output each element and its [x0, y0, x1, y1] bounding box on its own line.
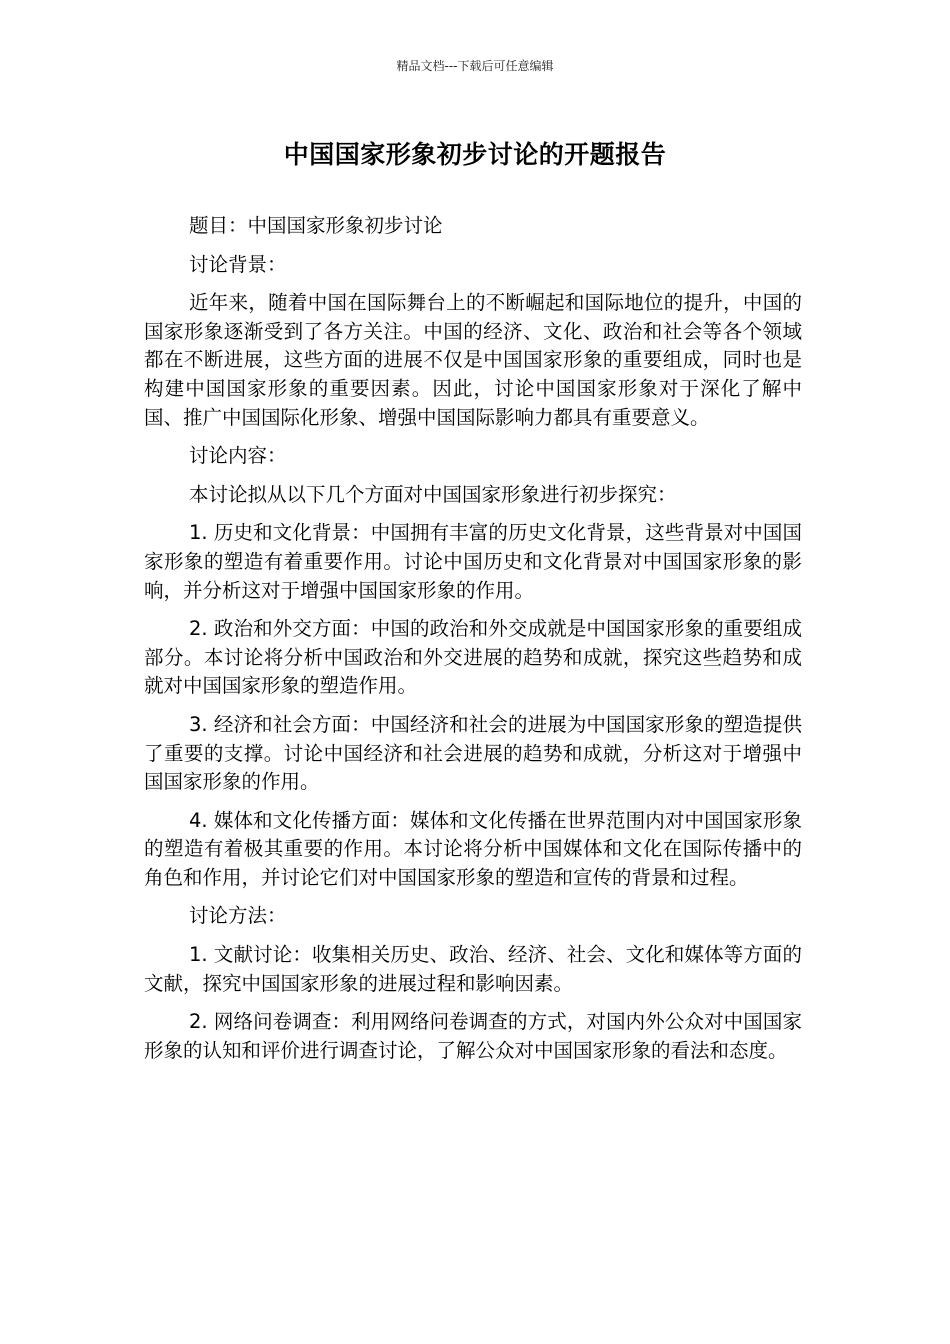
content-item-history: 1. 历史和文化背景：中国拥有丰富的历史文化背景，这些背景对中国国家形象的塑造有着重要作用。讨论中国历史和文化背景对中国国家形象的影响，并分析这对于增强中国国家形象的作用。: [144, 521, 802, 602]
background-paragraph: 近年来，随着中国在国际舞台上的不断崛起和国际地位的提升，中国的国家形象逐渐受到了各方关注。中国的经济、文化、政治和社会等各个领域都在不断进展，这些方面的进展不仅是中国国家形象的重要组成，同时也是构建中国国家形象的重要因素。因此，讨论中国国家形象对于深化了解中国、推广中国国际化形象、增强中国国际影响力都具有重要意义。: [144, 291, 802, 429]
method-item-survey: 2. 网络问卷调查：利用网络问卷调查的方式，对国内外公众对中国国家形象的认知和评价进行调查讨论，了解公众对中国国家形象的看法和态度。: [144, 1010, 802, 1062]
content-item-economy: 3. 经济和社会方面：中国经济和社会的进展为中国国家形象的塑造提供了重要的支撑。讨论中国经济和社会进展的趋势和成就，分析这对于增强中国国家形象的作用。: [144, 712, 802, 794]
content-heading: 讨论内容：: [189, 444, 287, 468]
content-item-media: 4. 媒体和文化传播方面：媒体和文化传播在世界范围内对中国国家形象的塑造有着极其重要的作用。本讨论将分析中国媒体和文化在国际传播中的角色和作用，并讨论它们对中国国家形象的塑造和宣传的背景和过程。: [144, 808, 802, 889]
document-body: [144, 212, 802, 1075]
method-heading: 讨论方法：: [189, 904, 287, 928]
background-heading: 讨论背景：: [189, 252, 287, 276]
page-header: 精品文档---下载后可任意编辑: [396, 59, 554, 73]
document-title: 中国国家形象初步讨论的开题报告: [283, 140, 667, 169]
content-intro-paragraph: 本讨论拟从以下几个方面对中国国家形象进行初步探究：: [189, 482, 677, 506]
method-item-literature: 1. 文献讨论：收集相关历史、政治、经济、社会、文化和媒体等方面的文献，探究中国国家形象的进展过程和影响因素。: [144, 943, 802, 995]
content-item-politics: 2. 政治和外交方面：中国的政治和外交成就是中国国家形象的重要组成部分。本讨论将分析中国政治和外交进展的趋势和成就，探究这些趋势和成就对中国国家形象的塑造作用。: [144, 617, 802, 698]
topic-paragraph: 题目：中国国家形象初步讨论: [189, 214, 443, 237]
